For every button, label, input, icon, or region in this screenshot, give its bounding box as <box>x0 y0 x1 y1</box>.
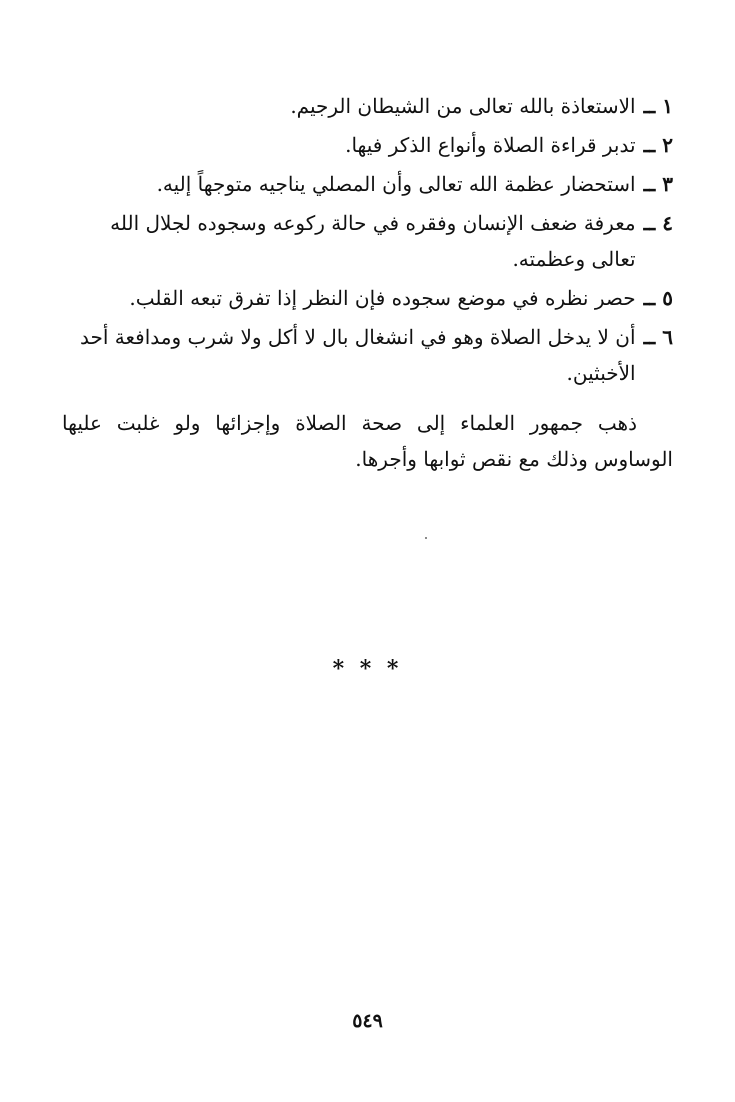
list-item <box>62 319 673 391</box>
list-item-text: تدبر قراءة الصلاة وأنواع الذكر فيها. <box>345 133 636 157</box>
list-item-number: ٢ ــ <box>643 133 673 157</box>
numbered-list <box>62 88 673 391</box>
page-number: ٥٤٩ <box>352 1010 383 1032</box>
list-item-number: ٦ ــ <box>643 325 673 349</box>
list-item-text: معرفة ضعف الإنسان وفقره في حالة ركوعه وسجوده لجلال الله تعالى وعظمته. <box>110 211 636 271</box>
list-item <box>62 127 673 163</box>
list-item <box>62 205 673 277</box>
list-item-text: الاستعاذة بالله تعالى من الشيطان الرجيم. <box>290 94 636 118</box>
list-item-text: استحضار عظمة الله تعالى وأن المصلي يناجيه متوجهاً إليه. <box>156 172 636 196</box>
list-item-text: أن لا يدخل الصلاة وهو في انشغال بال لا أكل ولا شرب ومدافعة أحد الأخبثين. <box>79 325 636 385</box>
list-item-number: ١ ــ <box>643 94 673 118</box>
list-item-number: ٣ ــ <box>643 172 673 196</box>
body-paragraph: ذهب جمهور العلماء إلى صحة الصلاة وإجزائها ولو غلبت عليها الوساوس وذلك مع نقص ثوابها وأجرها. <box>62 411 673 471</box>
list-item <box>62 280 673 316</box>
list-item-number: ٤ ــ <box>643 211 673 235</box>
list-item-number: ٥ ــ <box>643 286 673 310</box>
list-item <box>62 88 673 124</box>
list-item-text: حصر نظره في موضع سجوده فإن النظر إذا تفرق تبعه القلب. <box>129 286 636 310</box>
scan-speck <box>425 537 427 539</box>
list-item <box>62 166 673 202</box>
section-separator: * * * <box>332 656 403 682</box>
page-body <box>62 88 673 477</box>
